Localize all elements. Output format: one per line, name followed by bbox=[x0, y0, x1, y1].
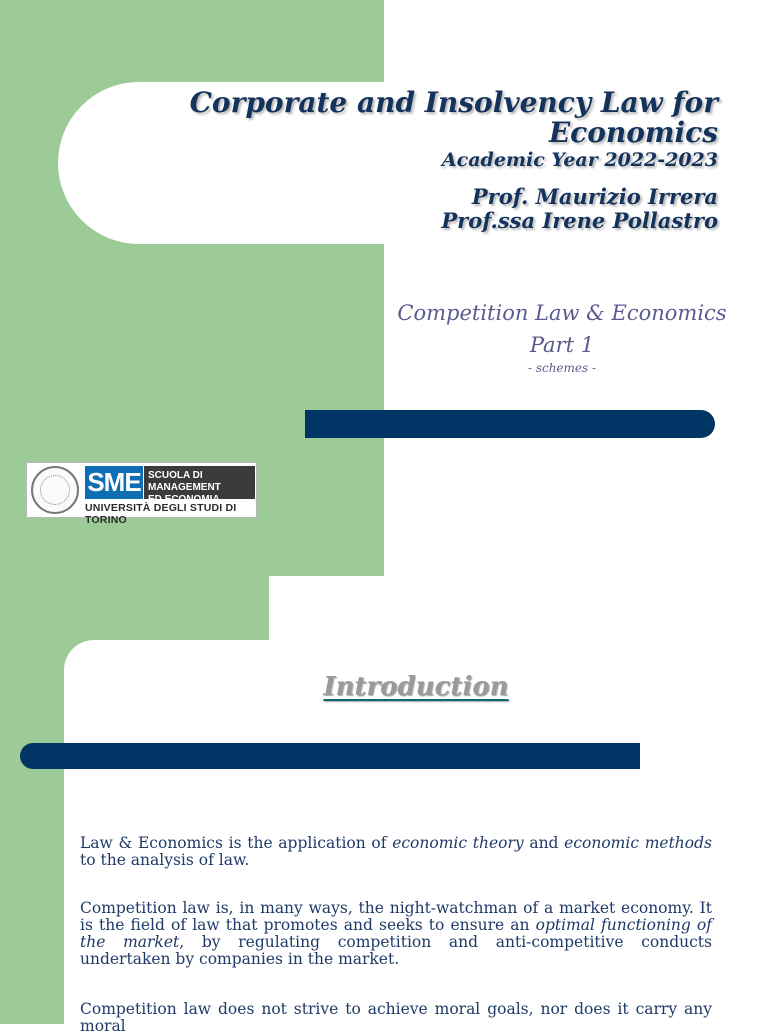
school-name bbox=[144, 466, 255, 505]
school-name-line1: SCUOLA DI MANAGEMENT bbox=[148, 470, 221, 493]
decorative-bar-2 bbox=[20, 743, 640, 769]
p2-text-a: Competition law is, in many ways, the night-watchman of a market economy. It is the field of law that promotes and seeks to ensure an bbox=[80, 899, 712, 934]
course-title-line2: Economics bbox=[548, 116, 718, 150]
p1-emphasis-methods: economic methods bbox=[564, 834, 712, 852]
course-title-line1: Corporate and Insolvency Law for bbox=[189, 86, 718, 119]
university-seal-icon bbox=[31, 466, 79, 514]
p1-emphasis-theory: economic theory bbox=[392, 834, 524, 852]
professor-2: Prof.ssa Irene Pollastro bbox=[441, 208, 718, 234]
p2-text-b: , by regulating competition and anti-competitive conducts undertaken by companies in the market. bbox=[80, 933, 712, 968]
paragraph-competition-law bbox=[80, 900, 712, 968]
sme-logo-text: SME bbox=[85, 466, 143, 499]
schemes-note: - schemes - bbox=[527, 361, 597, 375]
p2-emphasis-market: optimal functioning of the market bbox=[80, 916, 712, 951]
university-name: UNIVERSITÀ DEGLI STUDI DI TORINO bbox=[85, 502, 237, 526]
p1-text-a: Law & Economics is the application of bbox=[80, 834, 393, 852]
professors bbox=[78, 185, 718, 233]
title-block bbox=[78, 88, 718, 233]
subtitle: Competition Law & Economics bbox=[397, 301, 727, 325]
university-logo bbox=[26, 462, 257, 526]
slide2-title: Introduction bbox=[323, 672, 509, 702]
paragraph-moral-goals: Competition law does not strive to achieve moral goals, nor does it carry any moral bbox=[80, 1000, 712, 1035]
professor-1: Prof. Maurizio Irrera bbox=[471, 183, 718, 209]
decorative-bar-1 bbox=[305, 410, 715, 438]
paragraph-law-economics bbox=[80, 835, 712, 869]
p1-text-c: to the analysis of law. bbox=[80, 851, 250, 869]
subtitle-block bbox=[384, 298, 740, 377]
school-name-line2: ED ECONOMIA bbox=[148, 494, 220, 505]
academic-year: Academic Year 2022-2023 bbox=[441, 149, 718, 172]
p1-text-b: and bbox=[523, 834, 565, 852]
part-label: Part 1 bbox=[529, 332, 595, 357]
slide-gap-white bbox=[269, 576, 768, 640]
